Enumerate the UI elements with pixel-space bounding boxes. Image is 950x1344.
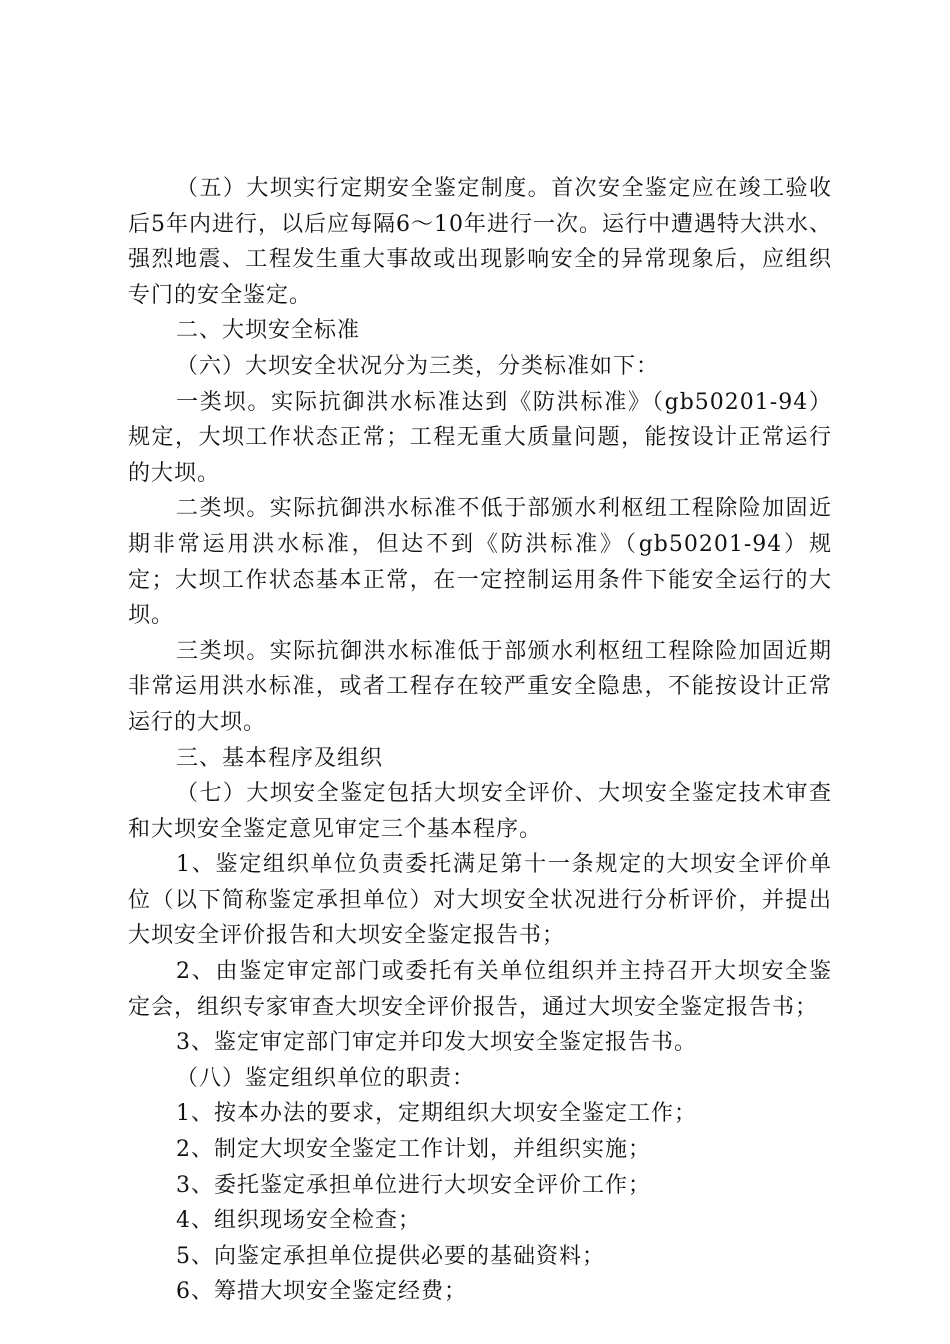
list-item-duty-6: 6、筹措大坝安全鉴定经费； [176, 1279, 467, 1305]
paragraph-procedure-overview: （七）大坝安全鉴定包括大坝安全评价、大坝安全鉴定技术审查和大坝安全鉴定意见审定三个基本程序。 [128, 781, 832, 842]
list-item-duty-5: 5、向鉴定承担单位提供必要的基础资料； [176, 1243, 605, 1269]
list-item-procedure-3: 3、鉴定审定部门审定并印发大坝安全鉴定报告书。 [176, 1030, 697, 1056]
heading-basic-procedure: 三、基本程序及组织 [176, 745, 384, 771]
list-item-duty-4: 4、组织现场安全检查； [176, 1208, 421, 1234]
list-item-duty-3: 3、委托鉴定承担单位进行大坝安全评价工作； [176, 1172, 651, 1198]
paragraph-organizer-duties: （八）鉴定组织单位的职责： [176, 1065, 476, 1091]
paragraph-class-one-dam: 一类坝。实际抗御洪水标准达到《防洪标准》（gb50201-94）规定，大坝工作状态正常；工程无重大质量问题，能按设计正常运行的大坝。 [128, 389, 832, 486]
paragraph-class-two-dam: 二类坝。实际抗御洪水标准不低于部颁水利枢纽工程除险加固近期非常运用洪水标准，但达不到《防洪标准》（gb50201-94）规定；大坝工作状态基本正常，在一定控制运用条件下能安全运行的大坝。 [128, 496, 832, 629]
list-item-duty-1: 1、按本办法的要求，定期组织大坝安全鉴定工作； [176, 1101, 697, 1127]
list-item-procedure-2: 2、由鉴定审定部门或委托有关单位组织并主持召开大坝安全鉴定会，组织专家审查大坝安全评价报告，通过大坝安全鉴定报告书； [128, 959, 832, 1020]
document-body [128, 171, 832, 1310]
heading-dam-safety-standard: 二、大坝安全标准 [176, 318, 361, 344]
paragraph-classification-intro: （六）大坝安全状况分为三类，分类标准如下： [176, 353, 660, 379]
paragraph-class-three-dam: 三类坝。实际抗御洪水标准低于部颁水利枢纽工程除险加固近期非常运用洪水标准，或者工程存在较严重安全隐患，不能按设计正常运行的大坝。 [128, 638, 832, 735]
list-item-duty-2: 2、制定大坝安全鉴定工作计划，并组织实施； [176, 1137, 651, 1163]
paragraph-periodic-appraisal: （五）大坝实行定期安全鉴定制度。首次安全鉴定应在竣工验收后5年内进行，以后应每隔6～10年进行一次。运行中遭遇特大洪水、强烈地震、工程发生重大事故或出现影响安全的异常现象后，应组织专门的安全鉴定。 [128, 176, 832, 308]
list-item-procedure-1: 1、鉴定组织单位负责委托满足第十一条规定的大坝安全评价单位（以下简称鉴定承担单位）对大坝安全状况进行分析评价，并提出大坝安全评价报告和大坝安全鉴定报告书； [128, 852, 832, 949]
